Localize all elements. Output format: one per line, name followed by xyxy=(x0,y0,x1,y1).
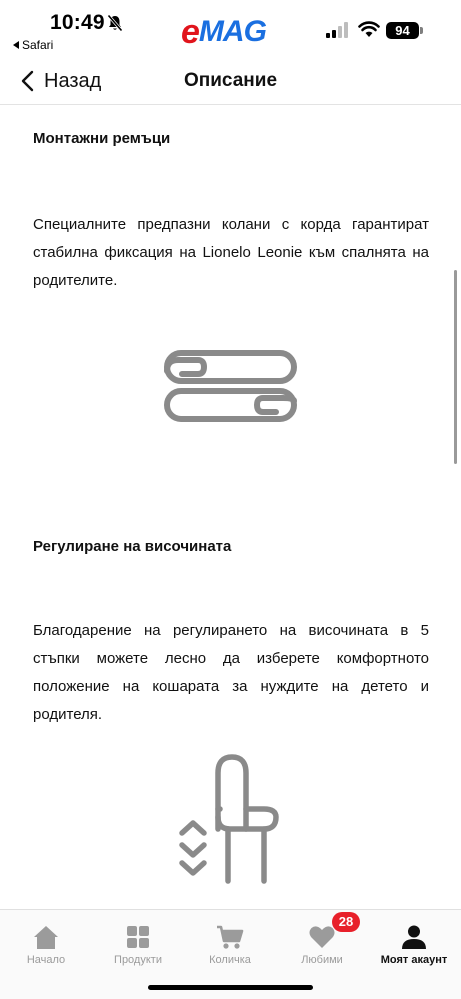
home-indicator[interactable] xyxy=(148,985,313,990)
grid-icon xyxy=(124,924,152,950)
tab-label-products: Продукти xyxy=(114,954,162,966)
back-to-safari-link[interactable] xyxy=(13,38,53,52)
tab-home[interactable] xyxy=(0,924,92,976)
height-adjust-icon xyxy=(176,751,286,891)
tab-label-cart: Количка xyxy=(209,954,251,966)
favorites-count-badge: 28 xyxy=(332,912,360,932)
battery-icon xyxy=(386,22,419,39)
back-label: Назад xyxy=(44,69,102,92)
tab-label-my-account: Моят акаунт xyxy=(380,954,448,966)
back-button[interactable] xyxy=(20,66,101,96)
logo-e: e xyxy=(181,13,199,51)
tab-my-account[interactable] xyxy=(368,924,460,976)
battery-level: 94 xyxy=(395,23,410,38)
status-time: 10:49 xyxy=(50,11,105,34)
status-bar xyxy=(0,0,461,58)
section-text-mounting-straps: Специалните предпазни колани с корда гарантират стабилна фиксация на Lionelo Leonie към спалнята на родителите. xyxy=(33,216,429,289)
battery-tip xyxy=(420,27,423,34)
tab-products[interactable] xyxy=(92,924,184,976)
tab-label-favorites: Любими xyxy=(301,954,343,966)
user-icon xyxy=(400,924,428,950)
cart-icon xyxy=(216,924,244,950)
tab-label-home: Начало xyxy=(26,954,66,966)
back-triangle-icon xyxy=(13,41,19,49)
section-title-mounting-straps: Монтажни ремъци xyxy=(33,130,171,147)
signal-icon xyxy=(326,22,350,38)
straps-icon xyxy=(164,349,298,423)
tab-cart[interactable] xyxy=(184,924,276,976)
bell-slash-icon xyxy=(107,14,123,32)
back-app-label: Safari xyxy=(22,38,54,52)
section-text-height-adjust: Благодарение на регулирането на височината в 5 стъпки можете лесно да изберете комфортното положение на кошарата за нуждите на детето и родителя. xyxy=(33,622,429,723)
tab-favorites[interactable] xyxy=(276,924,368,976)
chevron-left-icon xyxy=(20,70,36,92)
scrollbar-thumb[interactable] xyxy=(454,270,457,464)
logo-mag: MAG xyxy=(198,15,266,48)
heart-icon xyxy=(308,924,336,950)
home-icon xyxy=(32,924,60,950)
wifi-icon xyxy=(358,20,380,38)
page-title: Описание xyxy=(183,70,278,91)
emag-logo[interactable] xyxy=(181,12,266,51)
description-content[interactable] xyxy=(0,106,461,909)
top-nav-bar xyxy=(0,58,461,105)
section-title-height-adjust: Регулиране на височината xyxy=(33,538,232,555)
